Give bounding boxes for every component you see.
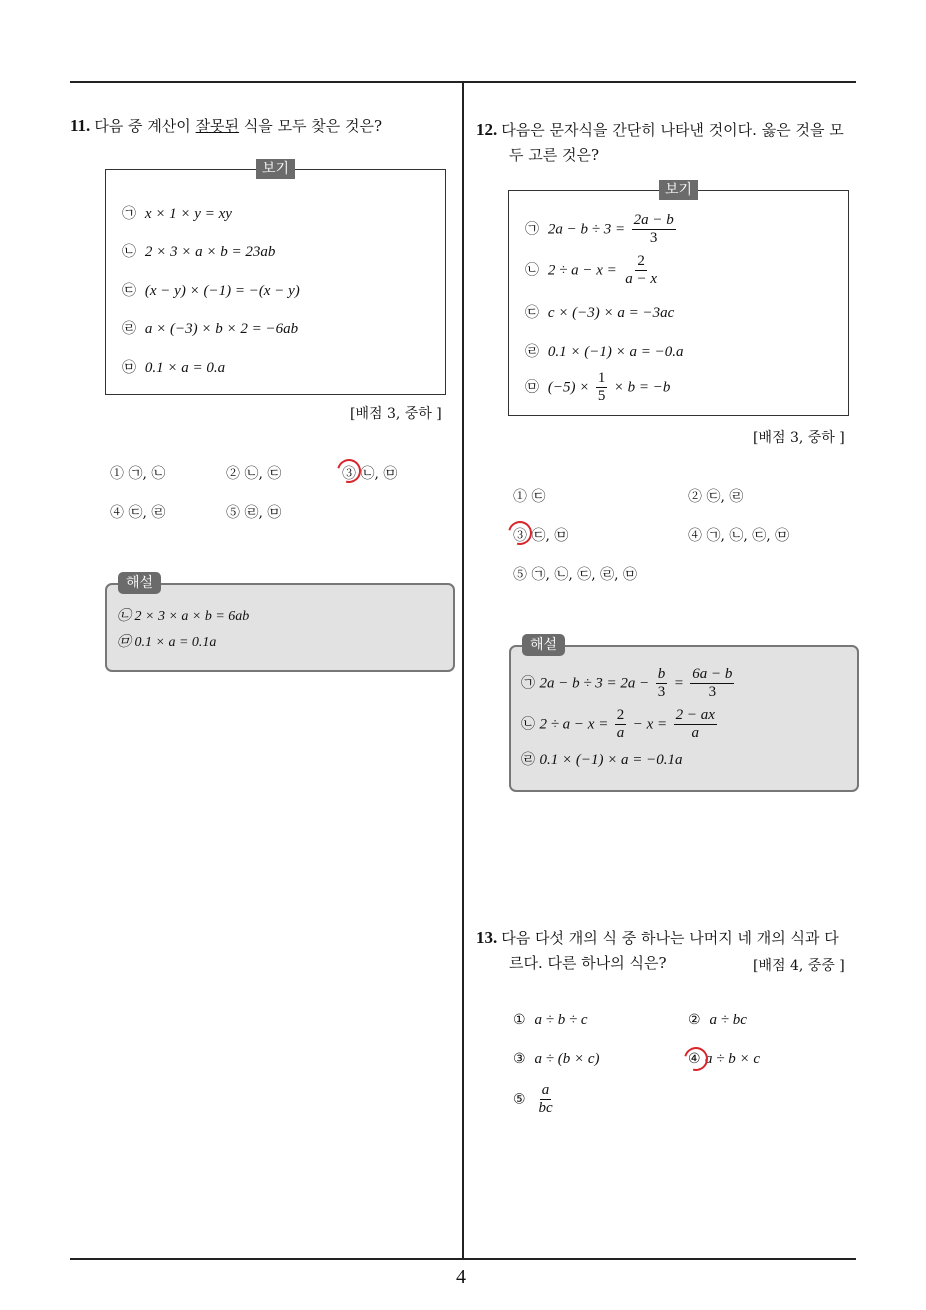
q12-solution-1-den1: 3 — [657, 684, 666, 700]
q12-solution-2-num1: 2 — [616, 707, 625, 723]
q13-choice-3-mark: ③ — [513, 1051, 526, 1067]
q11-solution-box — [105, 583, 455, 672]
q12-item-2-lhs: 2 ÷ a − x = — [547, 262, 617, 279]
q13-title — [476, 924, 839, 952]
q12-solution-1-frac2 — [690, 666, 734, 701]
q12-item-5-num: 1 — [597, 370, 606, 386]
q11-title-post: 식을 모두 찾은 것은? — [239, 117, 383, 135]
q13-choice-3[interactable] — [513, 1051, 599, 1068]
q12-item-4-expr: 0.1 × (−1) × a = −0.a — [547, 344, 684, 360]
q12-choice-1[interactable]: ① ㉢ — [513, 489, 546, 505]
q11-solution-label: 해설 — [118, 572, 161, 594]
q12-solution-3-mark: ㉣ — [521, 752, 535, 768]
q12-solution-2-frac1 — [615, 707, 627, 742]
q12-solution-2-den2: a — [691, 725, 699, 741]
q13-choice-4-expr: a ÷ b × c — [705, 1051, 761, 1067]
q12-solution-1-num2: 6a − b — [692, 666, 733, 682]
q12-item-2-mark: ㉡ — [525, 262, 539, 279]
q12-item-1-mark: ㉠ — [525, 221, 539, 238]
q11-item-4 — [122, 318, 298, 338]
q12-item-3 — [525, 302, 674, 322]
q11-meta: [배점 3, 중하 ] — [350, 406, 442, 422]
q12-meta: [배점 3, 중하 ] — [753, 430, 845, 446]
q12-item-5 — [525, 370, 670, 405]
q11-item-3-mark: ㉢ — [122, 283, 136, 299]
q13-answer-mark-icon — [680, 1043, 713, 1076]
q11-item-5-mark: ㉤ — [122, 360, 136, 376]
column-divider — [462, 82, 464, 1260]
q12-choice-5[interactable]: ⑤ ㉠, ㉡, ㉢, ㉣, ㉤ — [513, 567, 638, 583]
q12-item-1-den: 3 — [649, 230, 658, 246]
q12-title-line2: 두 고른 것은? — [509, 146, 600, 164]
q12-item-5-lhs: (−5) × — [547, 379, 590, 396]
q12-item-2-den: a − x — [625, 271, 658, 287]
q12-solution-2-mark: ㉡ — [521, 716, 535, 733]
q11-title — [70, 112, 382, 140]
q12-item-4 — [525, 341, 684, 361]
q11-solution-line-2: ㉤ 0.1 × a = 0.1a — [117, 635, 217, 650]
q11-item-2-expr: 2 × 3 × a × b = 23ab — [144, 244, 276, 260]
q11-choice-3[interactable]: ③ ㉡, ㉤ — [342, 466, 398, 482]
q13-choice-5-num: a — [541, 1082, 550, 1098]
q12-solution-1-num1: b — [657, 666, 666, 682]
q12-item-1 — [525, 212, 678, 247]
q11-example-label: 보기 — [256, 159, 295, 179]
q11-item-1 — [122, 203, 232, 223]
q13-choice-1-expr: a ÷ b ÷ c — [534, 1012, 588, 1028]
q11-choice-2[interactable]: ② ㉡, ㉢ — [226, 466, 282, 482]
q11-item-4-expr: a × (−3) × b × 2 = −6ab — [144, 321, 299, 337]
q12-title-line1: 다음은 문자식을 간단히 나타낸 것이다. 옳은 것을 모 — [501, 121, 844, 139]
q11-item-3-expr: (x − y) × (−1) = −(x − y) — [144, 283, 300, 299]
q11-choice-4[interactable]: ④ ㉢, ㉣ — [110, 505, 166, 521]
q11-title-emph: 잘못된 — [195, 117, 240, 135]
q11-title-pre: 다음 중 계산이 — [94, 117, 196, 135]
q13-choice-2[interactable] — [688, 1012, 747, 1029]
q12-solution-1-lhs: 2a − b ÷ 3 = 2a − — [539, 675, 650, 692]
q12-item-3-mark: ㉢ — [525, 305, 539, 321]
q11-item-1-expr: x × 1 × y = xy — [144, 206, 232, 222]
q12-solution-2-num2: 2 − ax — [675, 707, 715, 723]
q13-title-line1: 다음 다섯 개의 식 중 하나는 나머지 네 개의 식과 다 — [501, 929, 839, 947]
q12-solution-2-mid: − x = — [632, 716, 668, 733]
q13-choice-5-fraction — [536, 1082, 554, 1117]
q13-choice-2-expr: a ÷ bc — [709, 1012, 747, 1028]
q13-meta: [배점 4, 중중 ] — [753, 958, 845, 974]
q12-solution-1-mid: = — [673, 675, 684, 692]
q11-number: 11. — [70, 116, 91, 135]
q12-item-4-mark: ㉣ — [525, 344, 539, 360]
q12-item-1-num: 2a − b — [633, 212, 674, 228]
q11-item-5 — [122, 357, 225, 377]
q12-item-2-fraction — [623, 253, 659, 288]
q13-choice-5-den: bc — [538, 1100, 553, 1116]
q12-title — [476, 116, 844, 144]
q12-solution-2-lhs: 2 ÷ a − x = — [539, 716, 609, 733]
q12-solution-2-den1: a — [616, 725, 625, 741]
q12-solution-line-2 — [521, 707, 719, 742]
q12-solution-2-frac2 — [674, 707, 717, 742]
q13-choice-4-mark: ④ — [688, 1051, 701, 1067]
q11-item-1-mark: ㉠ — [122, 206, 136, 222]
q13-number: 13. — [476, 928, 498, 947]
q12-example-label: 보기 — [659, 180, 698, 200]
q11-item-2 — [122, 241, 275, 261]
q12-item-5-den: 5 — [597, 388, 606, 404]
q12-solution-1-mark: ㉠ — [521, 675, 535, 692]
q12-choice-3[interactable]: ③ ㉢, ㉤ — [513, 528, 569, 544]
q12-item-1-fraction — [632, 212, 676, 247]
page-number: 4 — [456, 1266, 466, 1288]
q12-item-2-num: 2 — [637, 253, 645, 269]
q12-solution-label: 해설 — [522, 634, 565, 656]
q13-choice-1[interactable] — [513, 1012, 588, 1029]
q11-item-2-mark: ㉡ — [122, 244, 136, 260]
q12-solution-line-3 — [521, 749, 683, 769]
q12-choice-2[interactable]: ② ㉢, ㉣ — [688, 489, 744, 505]
q12-item-3-expr: c × (−3) × a = −3ac — [547, 305, 675, 321]
q11-choice-1[interactable]: ① ㉠, ㉡ — [110, 466, 166, 482]
q12-item-5-rhs: × b = −b — [613, 379, 671, 396]
q11-item-5-expr: 0.1 × a = 0.a — [144, 360, 226, 376]
q12-number: 12. — [476, 120, 498, 139]
q12-item-2 — [525, 253, 661, 288]
q13-choice-5-mark: ⑤ — [513, 1091, 526, 1108]
q12-solution-line-1 — [521, 666, 736, 701]
q11-item-4-mark: ㉣ — [122, 321, 136, 337]
q13-choice-1-mark: ① — [513, 1012, 526, 1028]
q12-item-5-mark: ㉤ — [525, 379, 539, 396]
q13-choice-5[interactable] — [513, 1082, 557, 1117]
q12-solution-3-expr: 0.1 × (−1) × a = −0.1a — [539, 752, 683, 768]
q11-solution-line-1: ㉡ 2 × 3 × a × b = 6ab — [117, 609, 250, 624]
q12-solution-1-den2: 3 — [708, 684, 717, 700]
q12-solution-1-frac1 — [656, 666, 668, 701]
bottom-rule — [70, 1258, 856, 1260]
q11-choice-5[interactable]: ⑤ ㉣, ㉤ — [226, 505, 282, 521]
q13-title-line2: 르다. 다른 하나의 식은? — [509, 954, 667, 972]
q13-choice-3-expr: a ÷ (b × c) — [534, 1051, 600, 1067]
q12-choice-4[interactable]: ④ ㉠, ㉡, ㉢, ㉤ — [688, 528, 790, 544]
q12-item-1-lhs: 2a − b ÷ 3 = — [547, 221, 626, 238]
q12-item-5-fraction — [596, 370, 608, 405]
q13-choice-2-mark: ② — [688, 1012, 701, 1028]
q11-item-3 — [122, 280, 300, 300]
